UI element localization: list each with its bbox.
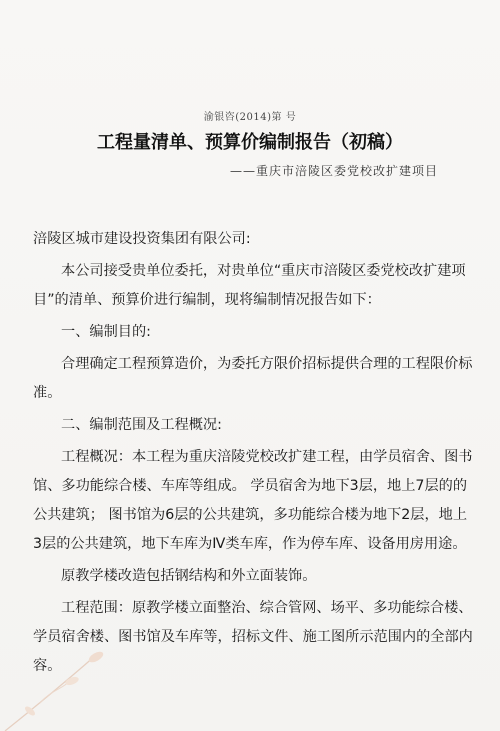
renovation-paragraph: 原教学楼改造包括钢结构和外立面装饰。	[61, 568, 317, 584]
report-title: 工程量清单、预算价编制报告（初稿）	[97, 132, 403, 153]
overview-paragraph: 工程概况：本工程为重庆涪陵党校改扩建工程，由学员宿舍、图书馆、多功能综合楼、车库等组成。 学员宿舍为地下3层，地上7层的的公共建筑； 图书馆为6层的公共建筑，多功能综合楼为地下2层，地上3层的公共建筑，地下车库为Ⅳ类车库，作为停车库、设备用房用途。	[33, 449, 473, 552]
intro-paragraph: 本公司接受贵单位委托，对贵单位“重庆市涪陵区委党校改扩建项目”的清单、预算价进行编制，现将编制情况报告如下：	[33, 263, 466, 308]
floral-decoration-icon	[0, 651, 140, 731]
project-subtitle: ——重庆市涪陵区委党校改扩建项目	[230, 164, 439, 178]
salutation: 涪陵区城市建设投资集团有限公司:	[33, 231, 251, 247]
report-body	[33, 225, 473, 681]
section-heading-scope: 二、编制范围及工程概况:	[61, 417, 222, 433]
document-number: 渝银咨(2014)第 号	[203, 112, 297, 123]
section-heading-purpose: 一、编制目的:	[61, 324, 151, 340]
scope-paragraph: 工程范围：原教学楼立面整治、综合管网、场平、多功能综合楼、学员宿舍楼、图书馆及车库等，招标文件、施工图所示范围内的全部内容。	[33, 600, 473, 674]
purpose-paragraph: 合理确定工程预算造价，为委托方限价招标提供合理的工程限价标准。	[33, 356, 473, 401]
